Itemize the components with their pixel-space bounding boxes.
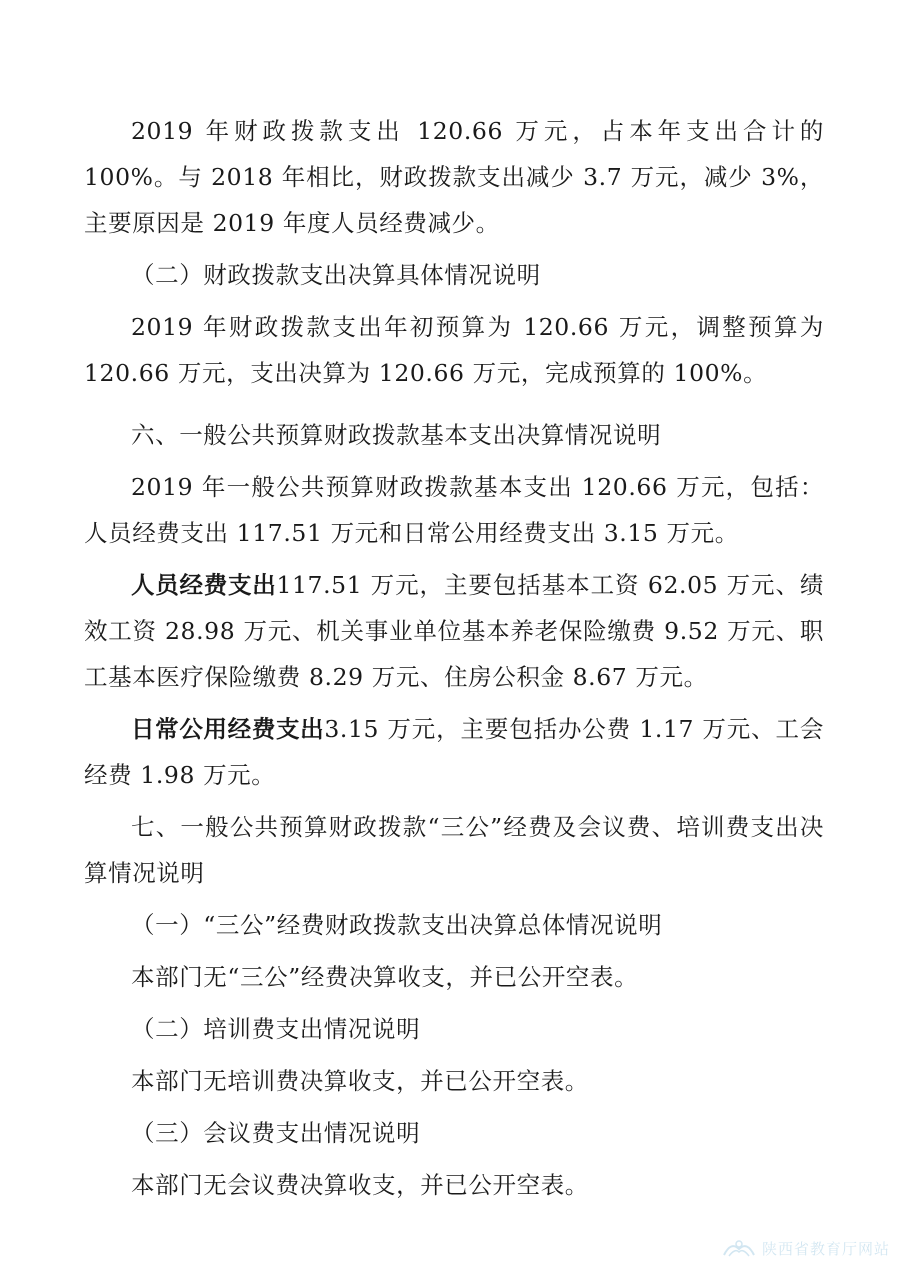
paragraph-meeting-none: 本部门无会议费决算收支，并已公开空表。 <box>131 1171 589 1199</box>
paragraph-three-public-none: 本部门无“三公”经费决算收支，并已公开空表。 <box>131 963 639 991</box>
education-logo-icon <box>721 1237 757 1259</box>
text-public-use-expenditure: 3.15 万元，主要包括办公费 1.17 万元、工会经费 1.98 万元。 <box>84 715 824 789</box>
site-watermark <box>721 1237 890 1259</box>
document-page <box>84 108 824 1208</box>
paragraph-training-none: 本部门无培训费决算收支，并已公开空表。 <box>131 1067 589 1095</box>
paragraph-basic-expenditure: 2019 年一般公共预算财政拨款基本支出 120.66 万元，包括：人员经费支出 117.51 万元和日常公用经费支出 3.15 万元。 <box>84 473 824 547</box>
paragraph-budget-completion: 2019 年财政拨款支出年初预算为 120.66 万元，调整预算为 120.66 万元，支出决算为 120.66 万元，完成预算的 100%。 <box>84 313 824 387</box>
text-personnel-expenditure: 117.51 万元，主要包括基本工资 62.05 万元、绩效工资 28.98 万元、机关事业单位基本养老保险缴费 9.52 万元、职工基本医疗保险缴费 8.29 万元、住房公积金 8.67 万元。 <box>84 571 825 691</box>
heading-expenditure-details: （二）财政拨款支出决算具体情况说明 <box>131 261 541 289</box>
paragraph-expenditure-summary: 2019 年财政拨款支出 120.66 万元，占本年支出合计的 100%。与 2018 年相比，财政拨款支出减少 3.7 万元，减少 3%，主要原因是 2019 年度人员经费减少。 <box>84 117 824 237</box>
heading-training-fees: （二）培训费支出情况说明 <box>131 1015 421 1043</box>
heading-section-six: 六、一般公共预算财政拨款基本支出决算情况说明 <box>131 421 662 449</box>
heading-section-seven: 七、一般公共预算财政拨款“三公”经费及会议费、培训费支出决算情况说明 <box>84 813 824 887</box>
heading-meeting-fees: （三）会议费支出情况说明 <box>131 1119 421 1147</box>
paragraph-personnel-expenditure <box>84 562 824 700</box>
watermark-text: 陕西省教育厅网站 <box>761 1239 890 1258</box>
heading-three-public-overview: （一）“三公”经费财政拨款支出决算总体情况说明 <box>131 911 663 939</box>
label-public-use-expenditure: 日常公用经费支出 <box>131 715 325 743</box>
label-personnel-expenditure: 人员经费支出 <box>131 571 277 599</box>
paragraph-public-use-expenditure <box>84 706 824 798</box>
